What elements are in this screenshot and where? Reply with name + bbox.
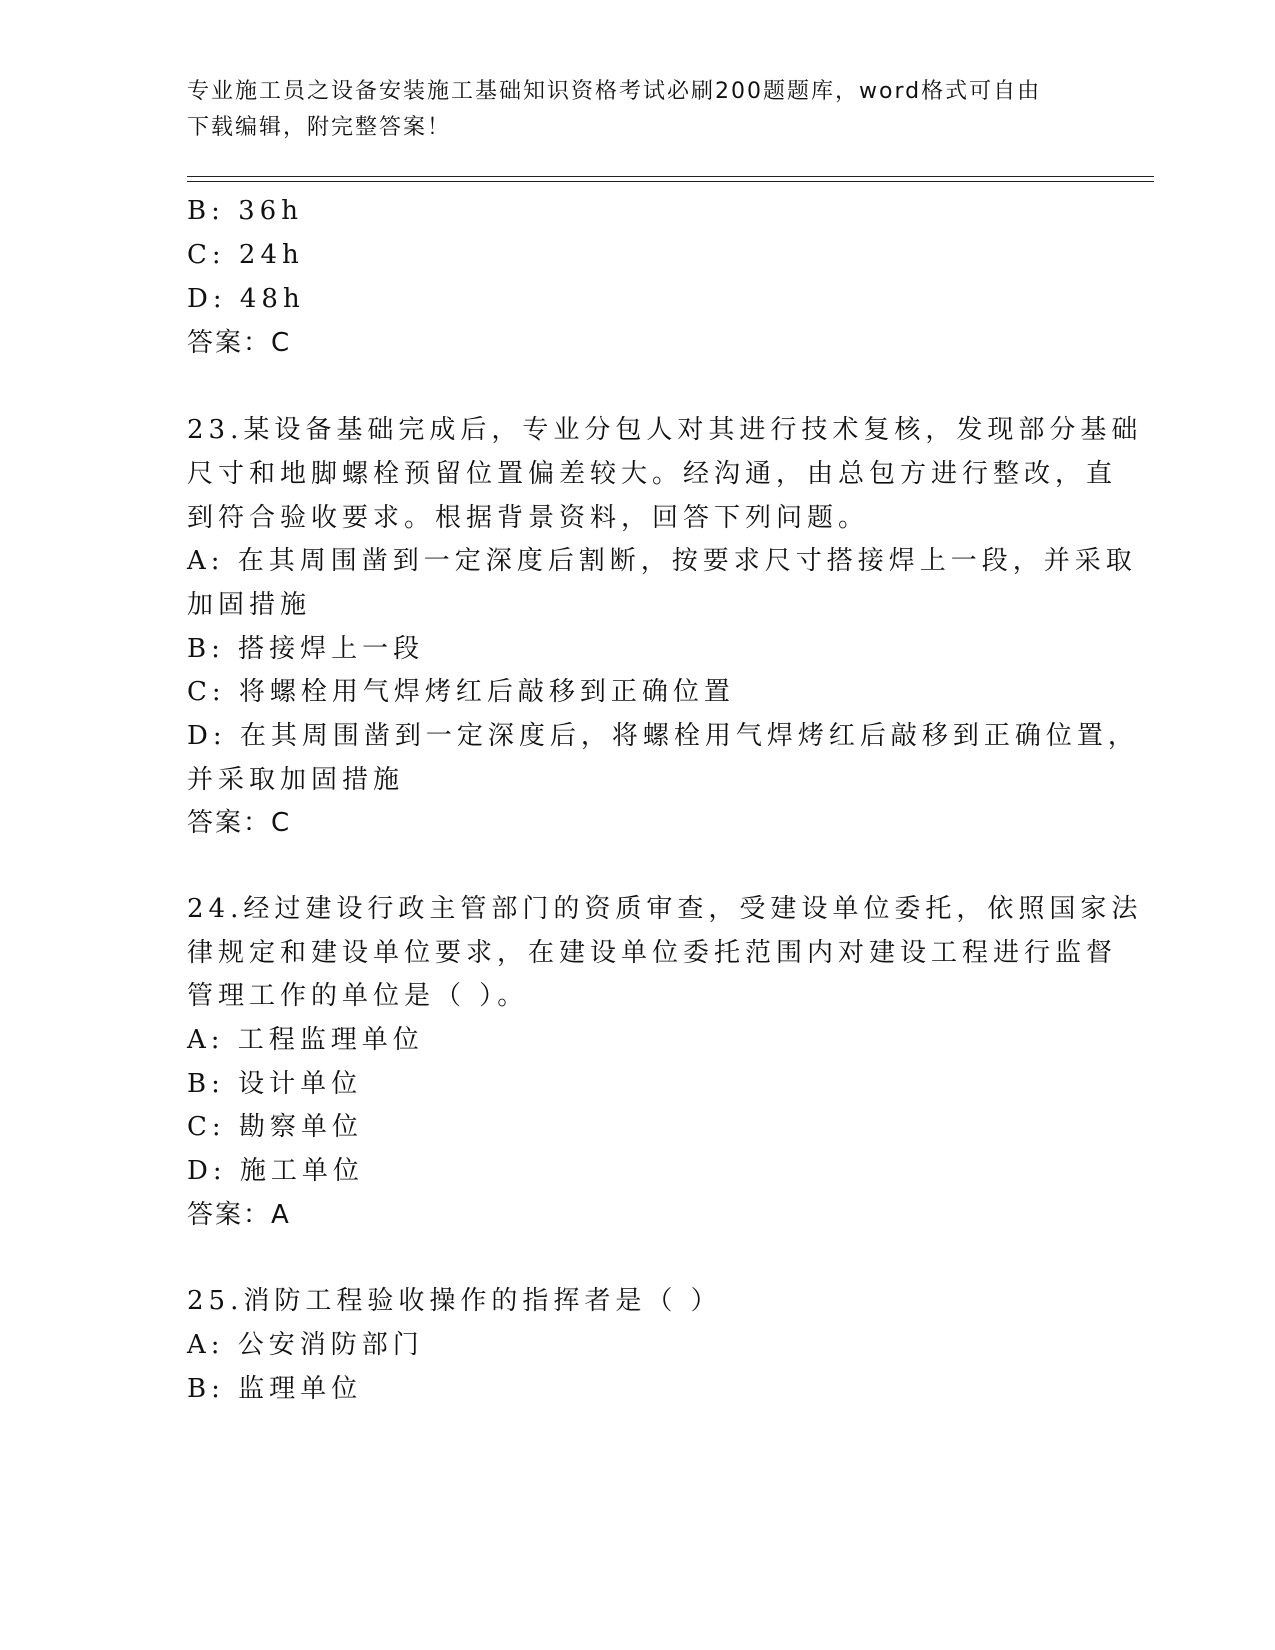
q23-answer: 答案：C [187,808,292,838]
q25-option-b: B: 监理单位 [187,1374,363,1404]
q24-option-a: A: 工程监理单位 [187,1025,424,1055]
q24-stem-line-1: 24.经过建设行政主管部门的资质审查，受建设单位委托，依照国家法 [187,894,1143,924]
q23-stem-line-1: 23.某设备基础完成后，专业分包人对其进行技术复核，发现部分基础 [187,415,1143,445]
q22-option-b: B: 36h [187,196,303,226]
q25-option-a: A: 公安消防部门 [187,1330,424,1360]
q24-answer: 答案：A [187,1200,291,1230]
q23-option-d-line-2: 并采取加固措施 [187,765,405,795]
q23-stem-line-2: 尺寸和地脚螺栓预留位置偏差较大。经沟通，由总包方进行整改，直 [187,459,1118,489]
q23-option-c: C: 将螺栓用气焊烤红后敲移到正确位置 [187,677,735,707]
q24-stem-line-3: 管理工作的单位是（ ）。 [187,981,529,1011]
header-divider-bottom [187,181,1154,182]
header-title-line-1: 专业施工员之设备安装施工基础知识资格考试必刷200题题库，word格式可自由 [187,79,1042,104]
q23-option-a-line-1: A: 在其周围凿到一定深度后割断，按要求尺寸搭接焊上一段，并采取 [187,546,1137,576]
q23-option-b: B: 搭接焊上一段 [187,634,425,664]
q24-option-c: C: 勘察单位 [187,1112,363,1142]
q23-option-a-line-2: 加固措施 [187,590,312,620]
q25-stem-line-1: 25.消防工程验收操作的指挥者是（ ） [187,1286,722,1316]
header-title-line-2: 下载编辑，附完整答案！ [187,115,452,140]
q24-stem-line-2: 律规定和建设单位要求，在建设单位委托范围内对建设工程进行监督 [187,938,1118,968]
q24-option-d: D: 施工单位 [187,1156,364,1186]
q22-option-c: C: 24h [187,240,304,270]
q23-stem-line-3: 到符合验收要求。根据背景资料，回答下列问题。 [187,503,870,533]
q23-option-d-line-1: D: 在其周围凿到一定深度后，将螺栓用气焊烤红后敲移到正确位置， [187,721,1139,751]
q22-answer: 答案：C [187,328,292,358]
q22-option-d: D: 48h [187,284,305,314]
header-divider-top [187,176,1154,177]
q24-option-b: B: 设计单位 [187,1069,363,1099]
document-header [187,74,1067,146]
